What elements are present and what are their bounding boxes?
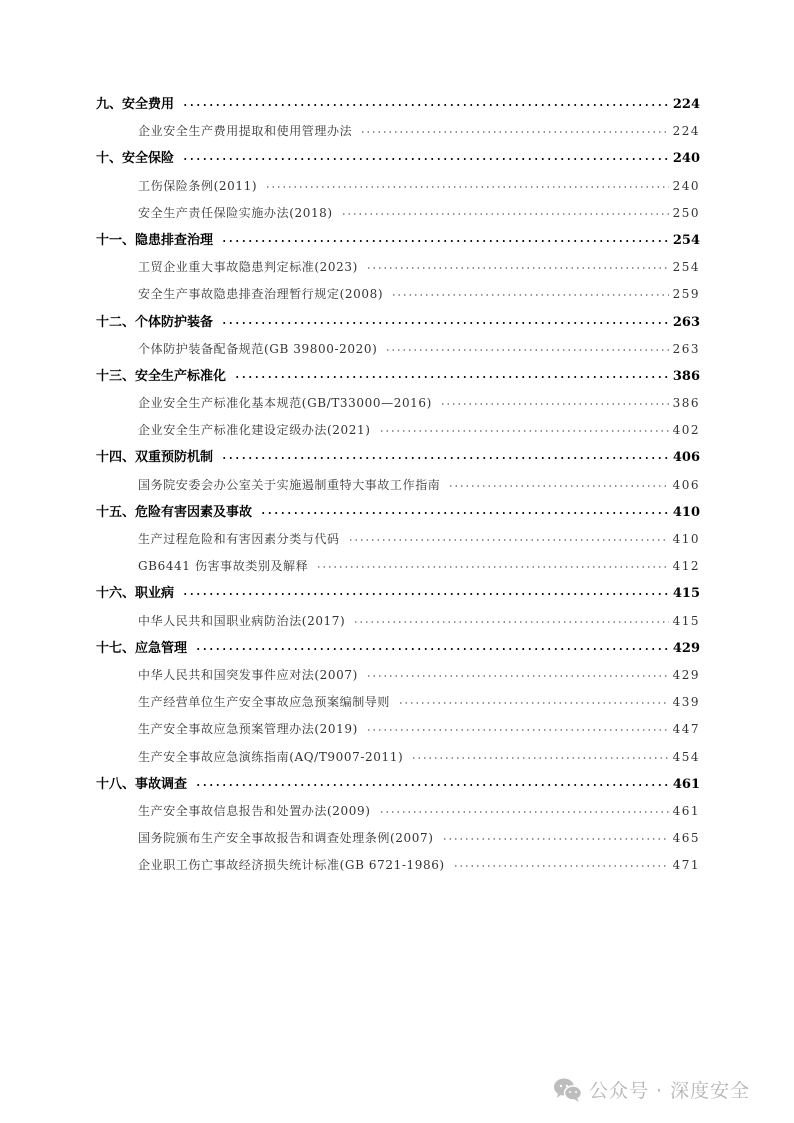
entry-title: 生产安全事故应急预案管理办法(2019) [138, 722, 358, 737]
section-title: 十四、双重预防机制 [96, 450, 214, 466]
toc-entry[interactable] [96, 747, 700, 774]
dot-leader [453, 855, 669, 869]
section-page-number: 461 [672, 776, 700, 792]
section-title: 十五、危险有害因素及事故 [96, 504, 253, 520]
dot-leader [195, 638, 669, 652]
toc-entry[interactable] [96, 801, 700, 828]
dot-leader [260, 502, 669, 516]
dot-leader [234, 366, 669, 380]
entry-title: 企业安全生产标准化基本规范(GB/T33000—2016) [138, 396, 432, 411]
toc-section-heading[interactable] [96, 148, 700, 175]
dot-leader [221, 230, 669, 244]
watermark-text: 公众号 · 深度安全 [589, 1080, 751, 1102]
toc-entry[interactable] [96, 475, 700, 502]
section-title: 九、安全费用 [96, 97, 175, 112]
section-title: 十七、应急管理 [96, 640, 188, 656]
section-page-number: 406 [672, 450, 700, 466]
entry-page-number: 454 [672, 749, 700, 764]
toc-entry[interactable] [96, 611, 700, 638]
entry-page-number: 250 [672, 205, 700, 220]
dot-leader [182, 583, 669, 597]
section-title: 十八、事故调查 [96, 776, 188, 792]
dot-leader [440, 393, 669, 407]
entry-page-number: 465 [672, 831, 700, 846]
dot-leader [442, 828, 669, 842]
entry-title: 生产过程危险和有害因素分类与代码 [138, 532, 340, 546]
entry-page-number: 410 [672, 532, 700, 546]
toc-section-heading[interactable] [96, 502, 700, 529]
dot-leader [341, 203, 669, 217]
toc-section-heading[interactable] [96, 366, 700, 393]
entry-page-number: 439 [672, 695, 700, 710]
entry-page-number: 415 [672, 613, 700, 628]
entry-title: 中华人民共和国突发事件应对法(2007) [138, 667, 358, 682]
entry-page-number: 402 [672, 423, 700, 438]
entry-page-number: 263 [672, 341, 700, 356]
section-page-number: 415 [672, 586, 700, 602]
toc-entry[interactable] [96, 556, 700, 583]
section-page-number: 240 [672, 151, 700, 167]
entry-title: 企业职工伤亡事故经济损失统计标准(GB 6721-1986) [138, 858, 445, 873]
entry-title: 安全生产事故隐患排查治理暂行规定(2008) [138, 287, 384, 302]
entry-page-number: 447 [672, 722, 700, 737]
section-title: 十、安全保险 [96, 151, 175, 167]
toc-entry[interactable] [96, 284, 700, 311]
dot-leader [265, 176, 668, 190]
dot-leader [221, 447, 669, 461]
entry-page-number: 471 [672, 858, 700, 873]
section-page-number: 254 [672, 232, 700, 248]
section-page-number: 224 [672, 97, 700, 112]
entry-page-number: 461 [672, 803, 700, 818]
dot-leader [391, 284, 668, 298]
dot-leader [348, 529, 669, 543]
entry-page-number: 224 [672, 124, 700, 139]
section-page-number: 386 [672, 368, 700, 384]
toc-entry[interactable] [96, 665, 700, 692]
dot-leader [398, 692, 669, 706]
dot-leader [379, 801, 669, 815]
toc-entry[interactable] [96, 393, 700, 420]
entry-title: 生产安全事故信息报告和处置办法(2009) [138, 803, 371, 818]
dot-leader [195, 774, 669, 788]
section-title: 十一、隐患排查治理 [96, 232, 214, 248]
section-title: 十六、职业病 [96, 586, 175, 602]
entry-page-number: 259 [672, 287, 700, 302]
entry-page-number: 254 [672, 260, 700, 275]
dot-leader [379, 420, 669, 434]
entry-page-number: 240 [672, 178, 700, 193]
entry-title: 工贸企业重大事故隐患判定标准(2023) [138, 260, 358, 275]
dot-leader [353, 611, 668, 625]
toc-section-heading[interactable] [96, 583, 700, 610]
table-of-contents [96, 94, 700, 882]
dot-leader [411, 747, 668, 761]
section-page-number: 263 [672, 314, 700, 330]
entry-title: 安全生产责任保险实施办法(2018) [138, 205, 333, 220]
dot-leader [366, 719, 669, 733]
entry-title: 国务院颁布生产安全事故报告和调查处理条例(2007) [138, 831, 434, 846]
entry-title: 工伤保险条例(2011) [138, 178, 258, 193]
wechat-watermark [553, 1076, 750, 1103]
toc-entry[interactable] [96, 176, 700, 203]
entry-title: 生产经营单位生产安全事故应急预案编制导则 [138, 695, 391, 710]
section-page-number: 410 [672, 504, 700, 520]
entry-title: 企业安全生产费用提取和使用管理办法 [138, 124, 353, 139]
toc-entry[interactable] [96, 420, 700, 447]
toc-entry[interactable] [96, 529, 700, 556]
toc-entry[interactable] [96, 121, 700, 148]
dot-leader [360, 121, 668, 135]
toc-entry[interactable] [96, 855, 700, 882]
toc-entry[interactable] [96, 257, 700, 284]
dot-leader [366, 257, 669, 271]
entry-title: 生产安全事故应急演练指南(AQ/T9007-2011) [138, 749, 404, 764]
dot-leader [182, 148, 669, 162]
entry-title: 企业安全生产标准化建设定级办法(2021) [138, 423, 371, 438]
entry-page-number: 429 [672, 667, 700, 682]
toc-section-heading[interactable] [96, 447, 700, 474]
entry-title: 国务院安委会办公室关于实施遏制重特大事故工作指南 [138, 477, 441, 492]
entry-title: 个体防护装备配备规范(GB 39800-2020) [138, 341, 378, 356]
dot-leader [448, 475, 668, 489]
section-title: 十二、个体防护装备 [96, 314, 214, 330]
entry-page-number: 386 [672, 396, 700, 411]
dot-leader [366, 665, 669, 679]
dot-leader [182, 94, 669, 108]
section-page-number: 429 [672, 640, 700, 656]
toc-entry[interactable] [96, 719, 700, 746]
toc-entry[interactable] [96, 339, 700, 366]
toc-section-heading[interactable] [96, 638, 700, 665]
section-title: 十三、安全生产标准化 [96, 368, 227, 384]
toc-section-heading[interactable] [96, 774, 700, 801]
toc-section-heading[interactable] [96, 312, 700, 339]
entry-page-number: 412 [672, 559, 700, 574]
toc-section-heading[interactable] [96, 230, 700, 257]
dot-leader [316, 556, 668, 570]
toc-entry[interactable] [96, 203, 700, 230]
entry-page-number: 406 [672, 477, 700, 492]
dot-leader [385, 339, 668, 353]
entry-title: 中华人民共和国职业病防治法(2017) [138, 613, 346, 628]
toc-section-heading[interactable] [96, 94, 700, 121]
toc-entry[interactable] [96, 828, 700, 855]
entry-title: GB6441 伤害事故类别及解释 [138, 559, 309, 574]
dot-leader [221, 312, 669, 326]
wechat-icon [553, 1077, 583, 1103]
toc-entry[interactable] [96, 692, 700, 719]
